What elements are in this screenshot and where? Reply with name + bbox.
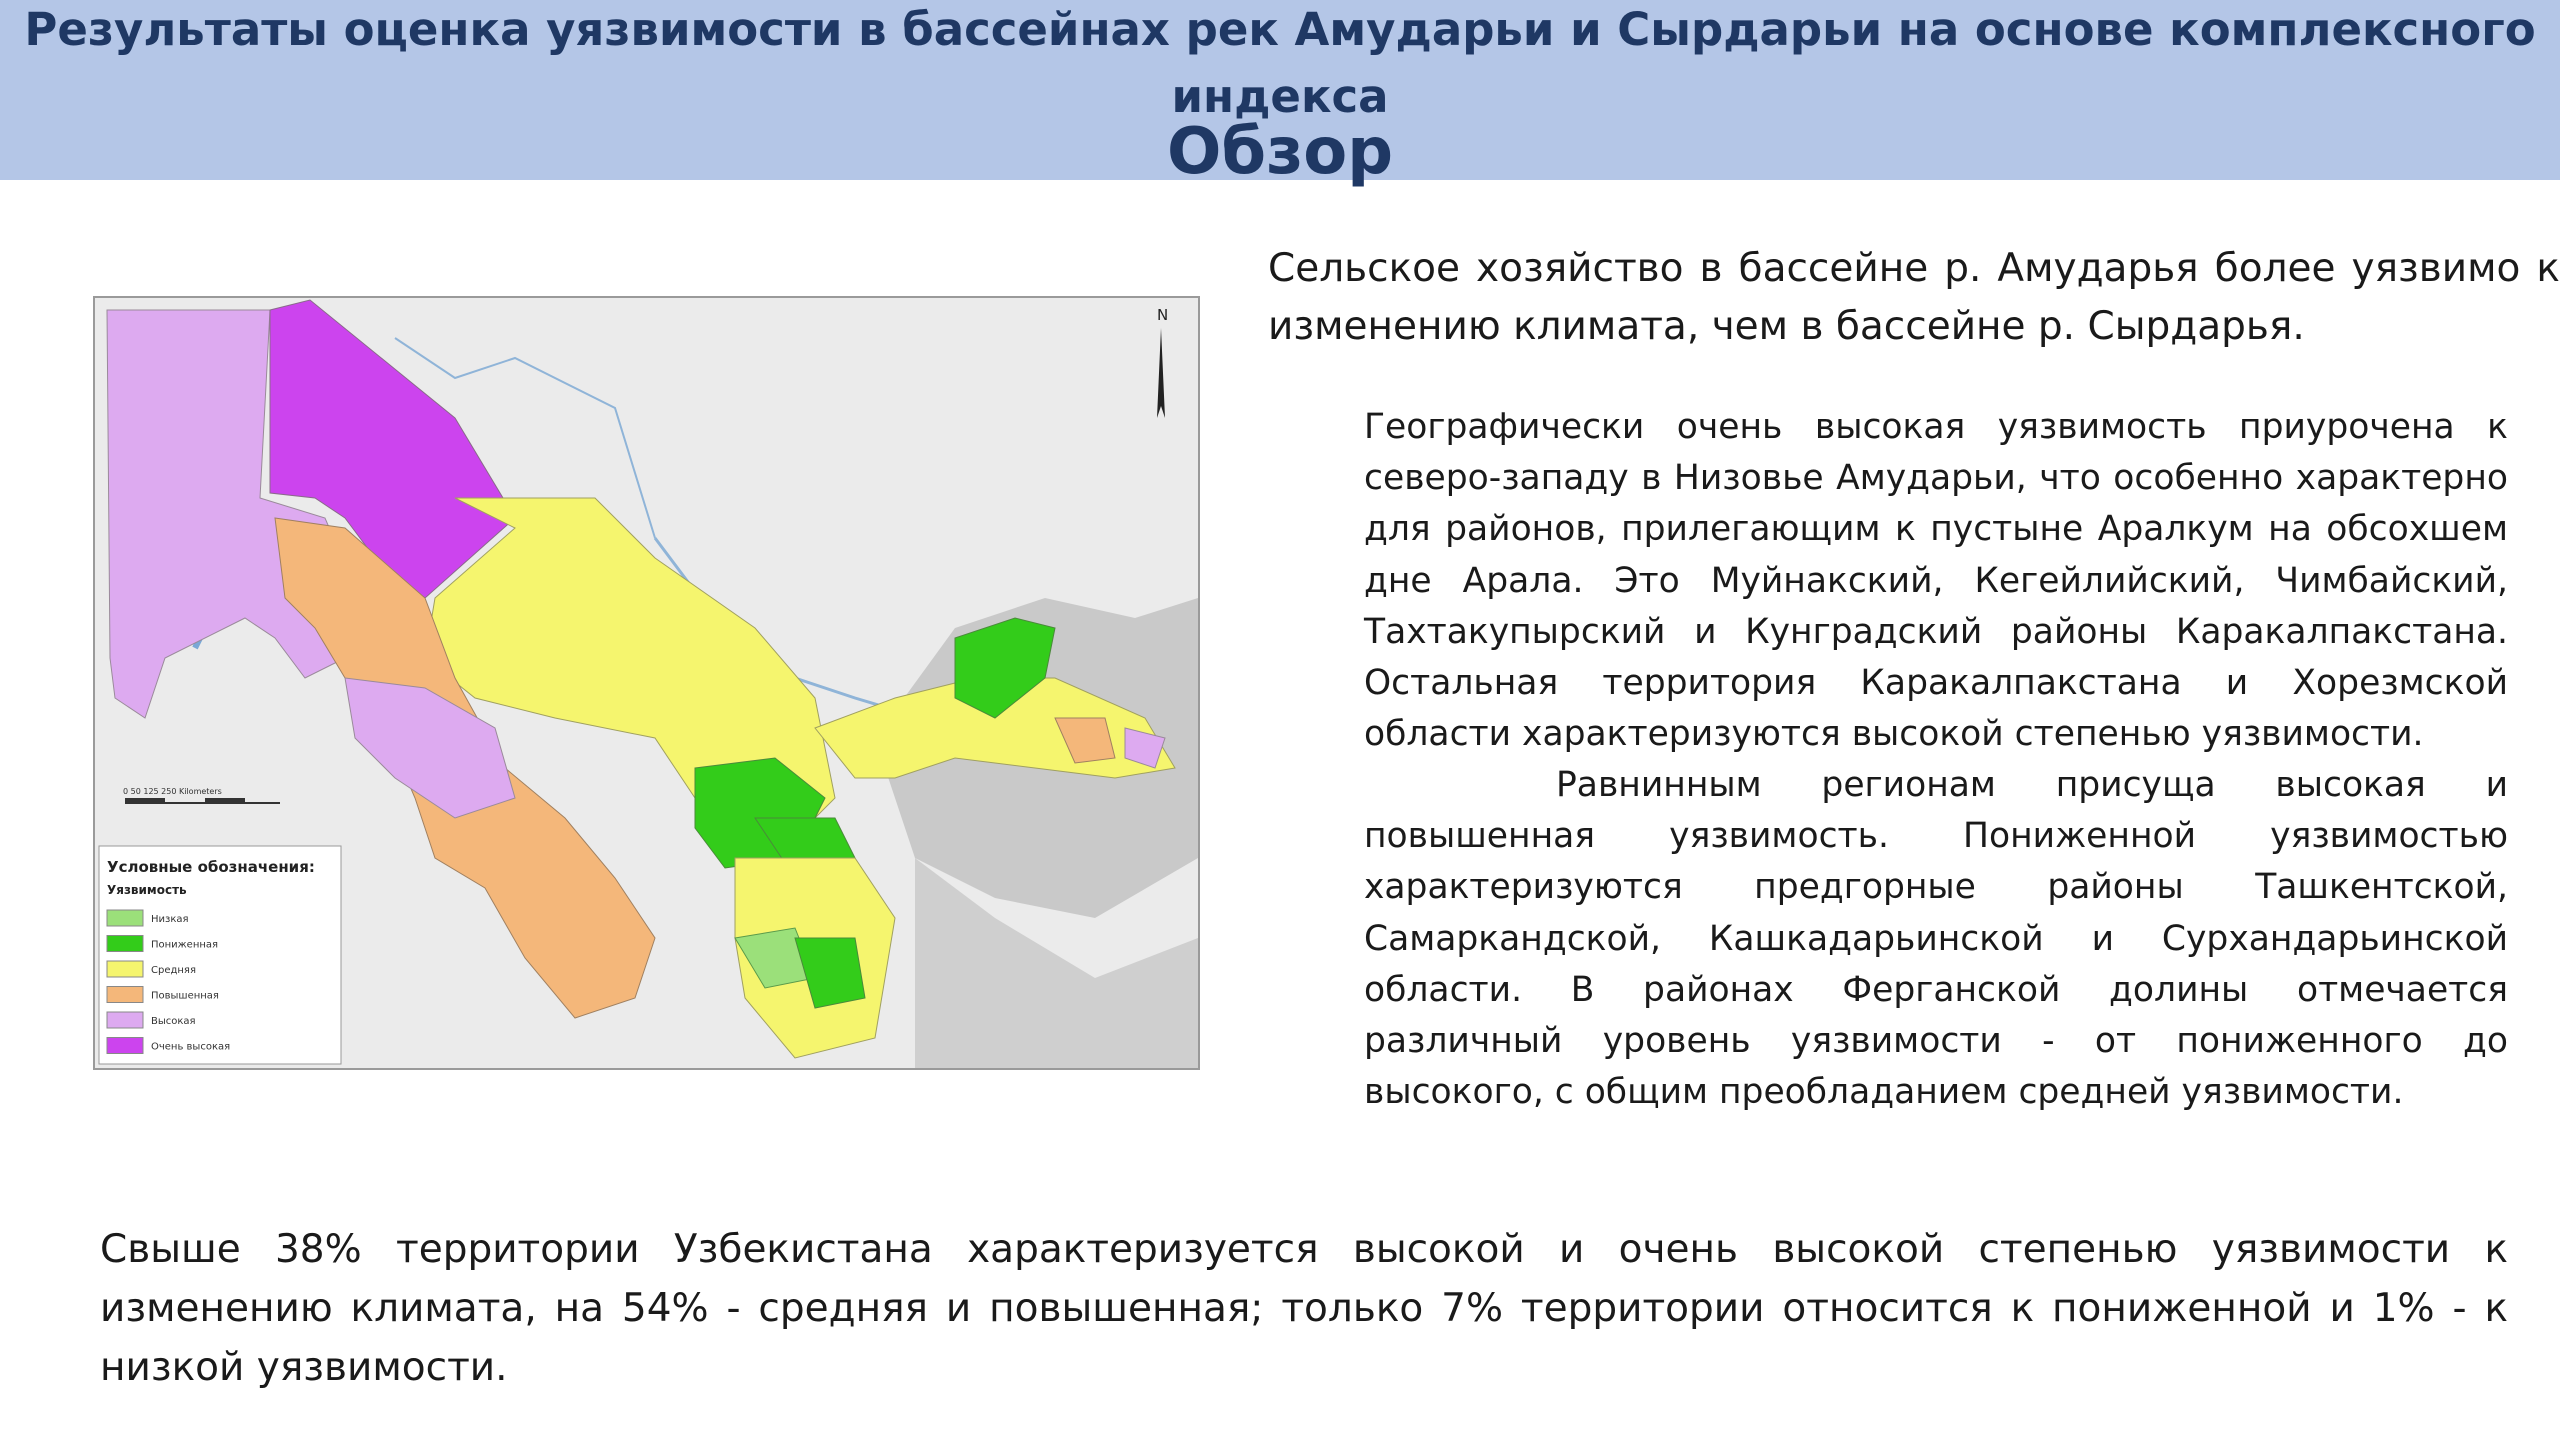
legend-label: Повышенная: [151, 990, 219, 1002]
legend-label: Высокая: [151, 1016, 196, 1027]
slide-title: Результаты оценка уязвимости в бассейнах рек Амударьи и Сырдарьи на основе комплексного индекса: [24, 3, 2536, 123]
scale-label: 0 50 125 250 Kilometers: [123, 787, 222, 796]
legend-label: Очень высокая: [151, 1041, 231, 1053]
legend-swatch: [107, 1038, 143, 1054]
legend-swatch: [107, 910, 143, 926]
legend-label: Средняя: [151, 965, 196, 976]
paragraph-geography: Географически очень высокая уязвимость приурочена к северо-западу в Низовье Амударьи, что особенно характерно для районов, прилегающим к пустыне Аралкум на обсохшем дне Арала. Это Муйнакский, Кегейлийский, Чимбайский, Тахтакупырский и Кунградский районы Каракалпакстана. Остальная территория Каракалпакстана и Хорезмской области характеризуются высокой степенью уязвимости.: [1364, 407, 2508, 755]
legend-title: Условные обозначения:: [107, 858, 315, 876]
north-label: N: [1157, 306, 1169, 324]
slide-subtitle: Обзор: [1166, 115, 1394, 189]
legend-subtitle: Уязвимость: [107, 883, 187, 897]
slide-header: [0, 0, 2560, 189]
legend-label: Пониженная: [151, 939, 219, 951]
map-legend: [99, 846, 341, 1064]
legend-label: Низкая: [151, 914, 189, 925]
paragraph-regions: Равнинным регионам присуща высокая и повышенная уязвимость. Пониженной уязвимостью характеризуются предгорные районы Ташкентской, Самаркандской, Кашкадарьинской и Сурхандарьинской области. В районах Ферганской долины отмечается различный уровень уязвимости - от пониженного до высокого, с общим преобладанием средней уязвимости.: [1364, 765, 2508, 1113]
legend-swatch: [107, 987, 143, 1003]
legend-swatch: [107, 936, 143, 952]
conclusion-text: Свыше 38% территории Узбекистана характеризуется высокой и очень высокой степенью уязвимости к изменению климата, на 54% - средняя и повышенная; только 7% территории относится к пониженной и 1% - к низкой уязвимости.: [100, 1227, 2508, 1390]
intro-text: Сельское хозяйство в бассейне р. Амударья более уязвимо к изменению климата, чем в бассейне р. Сырдарья.: [1268, 246, 2560, 349]
legend-swatch: [107, 1012, 143, 1028]
map-graphic: [95, 298, 1198, 1068]
vulnerability-map: [93, 296, 1200, 1070]
legend-swatch: [107, 961, 143, 977]
